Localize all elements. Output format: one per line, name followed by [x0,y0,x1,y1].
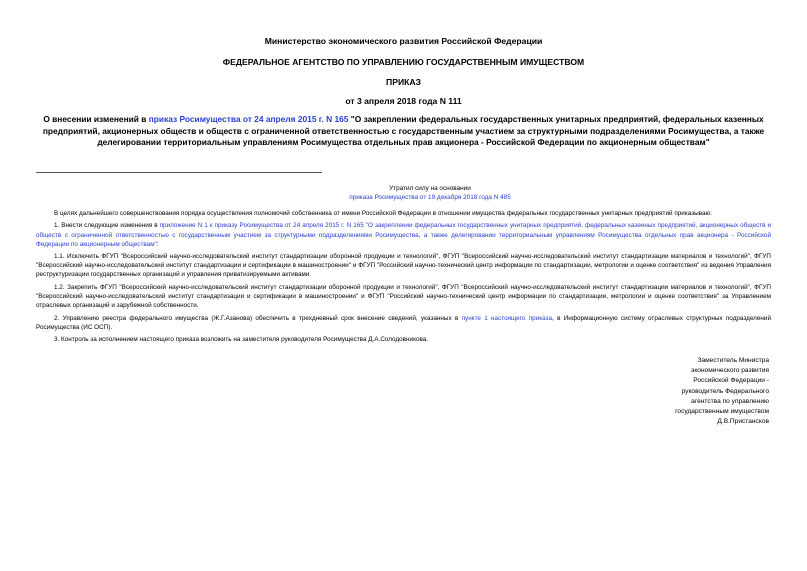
agency-name: ФЕДЕРАЛЬНОЕ АГЕНТСТВО ПО УПРАВЛЕНИЮ ГОСУДАРСТВЕННЫМ ИМУЩЕСТВОМ [222,57,585,67]
paragraph-2-suffix: , в Информационную систему отраслевых структурных подразделений Росимущества (ИС ОСП). [36,314,771,331]
paragraph-1-prefix: 1. Внести следующие изменения в [54,222,160,230]
appendix-link[interactable]: приложение N 1 к приказу Росимущества от 24 апреля 2015 г. N 165 "О закреплении федеральных государственных унитарных предприятий, федеральных казенных предприятий, акционерных обществ и обществ с ограниченной ответственностью с государственным участием за структурными подразделениями Росимущества, а также делегировании территориальным управлениям Росимущества отдельных прав акционера - Российской Федерации по акционерным обществам" [36,222,771,248]
paragraph-1 [36,221,771,248]
paragraph-1-2: 1.2. Закрепить ФГУП "Всероссийский научно-исследовательский институт стандартизации оборонной продукции и технологий", ФГУП "Всероссийский научно-исследовательский институт стандартизации материалов и технологий", ФГУП "Всероссийский научно-исследовательский институт стандартизации и сертификации в машиностроении" и ФГУП "Российский научно-технический центр информации по стандартизации, метрологии и оценке соответствия" за Управлением отраслевых организаций и зарубежной собственности. [36,283,771,310]
intro-paragraph: В целях дальнейшего совершенствования порядка осуществления полномочий собственника от имени Российской Федерации в отношении имущества федеральных государственных унитарных предприятий приказываю: [54,210,713,217]
signature-line: государственным имуществом [675,408,769,416]
signature-line: агентства по управлению [691,397,769,405]
clause-1-link[interactable]: пункте 1 настоящего приказа [461,314,553,322]
signature-line: экономического развития [690,367,769,375]
subject-rest: "О закреплении федеральных государственных унитарных предприятий, федеральных казенных предприятий, акционерных обществ и обществ с ограниченной ответственностью с государственным участием за структурными подразделениями Росимущества, а также делегировании территориальным управлениям Росимущества отдельных прав акционера - Российской Федерации по акционерным обществам" [42,114,765,148]
document-subject [36,114,771,149]
document-type: ПРИКАЗ [386,77,421,87]
paragraph-2 [36,314,771,332]
signature-line: Заместитель Министра [697,357,769,364]
ministry-name: Министерство экономического развития Российской Федерации [264,36,543,46]
header-separator [36,172,322,173]
document-date-number: от 3 апреля 2018 года N 111 [345,96,462,106]
paragraph-2-prefix: 2. Управлению реестра федерального имущества (Ж.Г.Азанова) обеспечить в трехдневный срок внесение сведений, указанных в [54,314,462,322]
subject-prefix: О внесении изменений в [43,114,149,124]
signature-line: руководитель Федерального [681,387,769,395]
signature-block [675,356,769,427]
lapsed-note-label: Утратил силу на основании [389,185,471,192]
signatory-name: Д.В.Пристансков [717,418,769,426]
paragraph-1-1: 1.1. Исключить ФГУП "Всероссийский научно-исследовательский институт стандартизации оборонной продукции и технологий", ФГУП "Всероссийский научно-исследовательский институт стандартизации материалов и технологий", ФГУП "Всероссийский научно-исследовательский институт стандартизации и сертификации в машиностроении" и ФГУП "Российский научно-технический центр информации по стандартизации, метрологии и оценке соответствия" из ведения Управления реструктуризации государственных организаций и управления приватизируемыми активами. [36,253,771,279]
lapsed-note [300,184,560,202]
lapsed-order-link[interactable]: приказа Росимущества от 19 декабря 2018 года N 485 [349,194,511,201]
subject-order-link[interactable]: приказ Росимущества от 24 апреля 2015 г. N 165 [148,114,349,124]
paragraph-3: 3. Контроль за исполнением настоящего приказа возложить на заместителя руководителя Росимущества Д.А.Солодовникова. [54,336,429,344]
signature-line: Российской Федерации - [693,377,769,385]
document-body [36,209,771,348]
paragraph-1-suffix: : [156,240,159,248]
